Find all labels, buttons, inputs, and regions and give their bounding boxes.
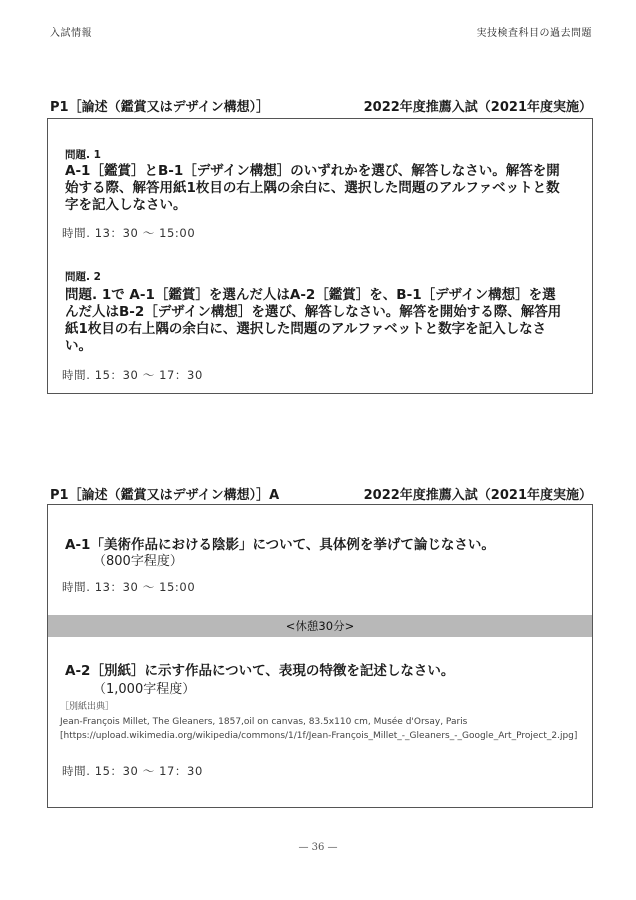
q2-label: 問題. 2 bbox=[65, 271, 101, 283]
header-category: 入試情報 bbox=[50, 28, 92, 39]
section2-exam: 2022年度推薦入試（2021年度実施） bbox=[363, 488, 592, 503]
q1-body: A-1［鑑賞］とB-1［デザイン構想］のいずれかを選び、解答しなさい。解答を開始する際、解答用紙1枚目の右上隅の余白に、選択した問題のアルファベットと数字を記入しなさい。 bbox=[65, 163, 560, 213]
q2-body: 問題. 1で A-1［鑑賞］を選んだ人はA-2［鑑賞］を、B-1［デザイン構想］を選んだ人はB-2［デザイン構想］を選び、解答しなさい。解答を開始する際、解答用紙1枚目の右上隅の余白に、選択した問題のアルファベットと数字を記入しなさい。 bbox=[65, 287, 562, 354]
section1-title: P1［論述（鑑賞又はデザイン構想）］ bbox=[50, 100, 270, 115]
a1-length: （800字程度） bbox=[93, 554, 183, 569]
section2-title: P1［論述（鑑賞又はデザイン構想）］A bbox=[50, 488, 280, 503]
q1-label: 問題. 1 bbox=[65, 149, 101, 161]
header-section: 実技検査科目の過去問題 bbox=[476, 28, 592, 39]
section2-box bbox=[47, 504, 593, 808]
a2-length: （1,000字程度） bbox=[93, 682, 196, 697]
a2-task: A-2［別紙］に示す作品について、表現の特徴を記述しなさい。 bbox=[65, 663, 455, 679]
section1-exam: 2022年度推薦入試（2021年度実施） bbox=[363, 100, 592, 115]
credit-label: ［別紙出典］ bbox=[60, 702, 115, 712]
a1-task: A-1「美術作品における陰影」について、具体例を挙げて論じなさい。 bbox=[65, 537, 495, 553]
credit-text: Jean-François Millet, The Gleaners, 1857,oil on canvas, 83.5x110 cm, Musée d'Orsay, Paris [https://upload.wikimedia.org/wikipedia/commons/1/1f/Jean-François_Millet_-_Gleaners_-_Google_Art_Project_2.jpg] bbox=[60, 717, 578, 741]
q2-time: 時間. 15：30 〜 17：30 bbox=[62, 368, 203, 382]
a1-time: 時間. 13：30 〜 15:00 bbox=[62, 580, 196, 594]
a2-time: 時間. 15：30 〜 17：30 bbox=[62, 764, 203, 778]
section1-box bbox=[47, 118, 593, 394]
q1-time: 時間. 13：30 〜 15:00 bbox=[62, 226, 196, 240]
section1-heading bbox=[50, 96, 592, 116]
section2-heading bbox=[50, 484, 592, 504]
break-banner: <休憩30分> bbox=[48, 615, 592, 637]
page-number: — 36 — bbox=[298, 842, 338, 853]
